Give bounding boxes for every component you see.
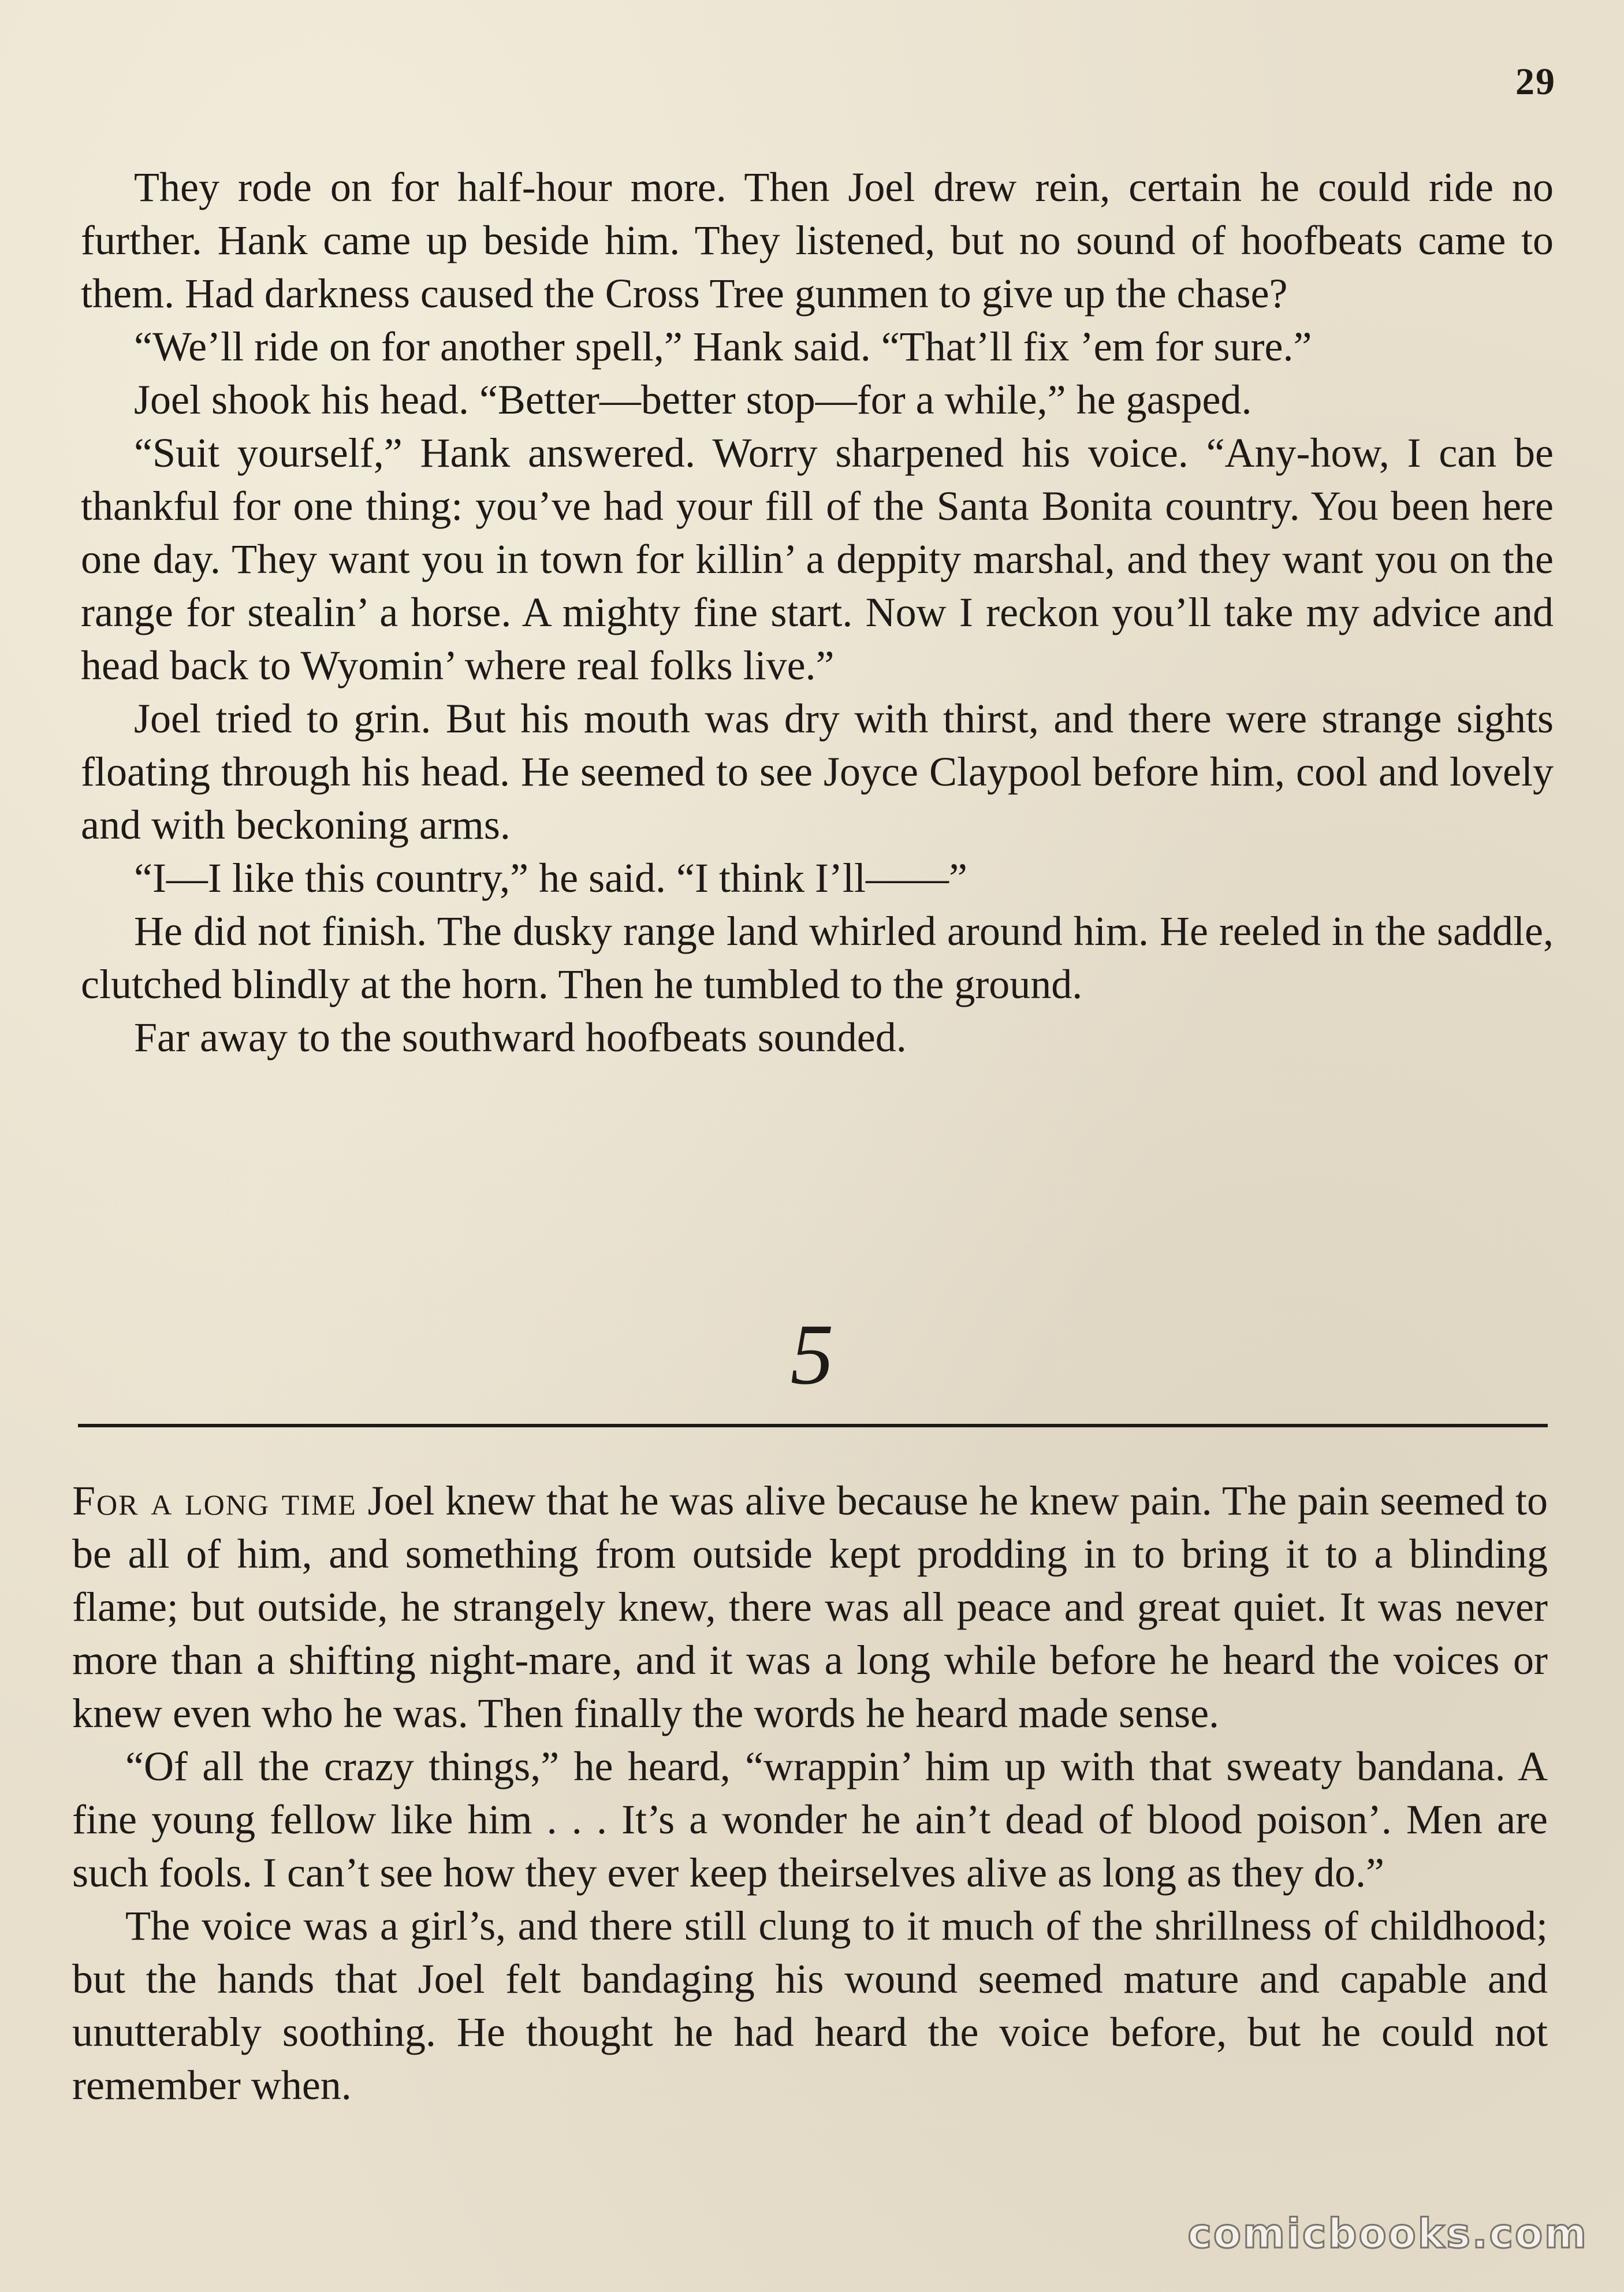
upper-text-block <box>81 161 1554 1064</box>
paragraph: “Suit yourself,” Hank answered. Worry sharpened his voice. “Any-how, I can be thankful for one thing: you’ve had your fill of the Santa Bonita country. You been here one day. They want you in town for killin’ a deppity marshal, and they want you on the range for stealin’ a horse. A mighty fine start. Now I reckon you’ll take my advice and head back to Wyomin’ where real folks live.” <box>81 430 1554 689</box>
paragraph: They rode on for half-hour more. Then Joel drew rein, certain he could ride no further. Hank came up beside him. They listened, but no sound of hoofbeats came to them. Had darkness caused the Cross Tree gunmen to give up the chase? <box>81 164 1554 317</box>
paragraph: He did not finish. The dusky range land whirled around him. He reeled in the saddle, clutched blindly at the horn. Then he tumbled to the ground. <box>81 908 1554 1007</box>
paragraph: Far away to the southward hoofbeats sounded. <box>134 1014 907 1061</box>
chapter-divider <box>78 1424 1548 1427</box>
watermark: comicbooks.com <box>1187 2210 1588 2257</box>
paragraph: “I—I like this country,” he said. “I think I’ll——” <box>134 855 967 901</box>
paragraph: Joel tried to grin. But his mouth was dry with thirst, and there were strange sights floating through his head. He seemed to see Joyce Claypool before him, cool and lovely and with beckoning arms. <box>81 695 1554 848</box>
chapter-opening-paragraph <box>72 1474 1548 1740</box>
page-number: 29 <box>1515 61 1556 103</box>
chapter-opening-smallcaps: For a long time <box>72 1478 357 1524</box>
chapter-number: 5 <box>790 1307 834 1402</box>
paragraph: “We’ll ride on for another spell,” Hank said. “That’ll fix ’em for sure.” <box>134 323 1312 370</box>
lower-text-block <box>72 1474 1548 2112</box>
chapter-opening-text: Joel knew that he was alive because he knew pain. The pain seemed to be all of him, and something from outside kept prodding in to bring it to a blinding flame; but outside, he strangely knew, there was all peace and great quiet. It was never more than a shifting night-mare, and it was a long while before he heard the voices or knew even who he was. Then finally the words he heard made sense. <box>72 1478 1548 1736</box>
paragraph: The voice was a girl’s, and there still clung to it much of the shrillness of childhood; but the hands that Joel felt bandaging his wound seemed mature and capable and unutterably soothing. He thought he had heard the voice before, but he could not remember when. <box>72 1903 1548 2108</box>
paragraph: “Of all the crazy things,” he heard, “wrappin’ him up with that sweaty bandana. A fine young fellow like him . . . It’s a wonder he ain’t dead of blood poison’. Men are such fools. I can’t see how they ever keep theirselves alive as long as they do.” <box>72 1743 1548 1896</box>
paragraph: Joel shook his head. “Better—better stop—for a while,” he gasped. <box>134 377 1252 423</box>
